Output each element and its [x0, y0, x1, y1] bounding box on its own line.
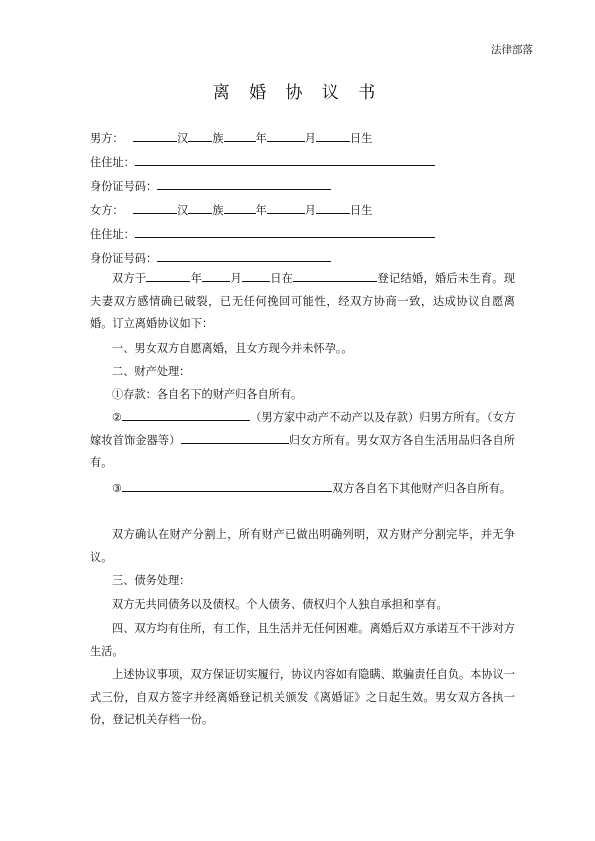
clause-4: 四、双方均有住所，有工作，且生活并无任何困难。离婚后双方承诺互不干涉对方生活。 [90, 622, 515, 658]
source-label: 法律部落 [491, 44, 533, 56]
male-nian: 年 [255, 132, 267, 145]
clause-2-heading: 二、财产处理： [112, 365, 191, 378]
property-item-3 [90, 478, 515, 501]
male-address-line [90, 154, 435, 170]
female-id-line [90, 250, 331, 266]
marriage-month-blank[interactable] [202, 270, 230, 282]
female-han: 汉 [177, 204, 189, 217]
property-item-2 [90, 407, 515, 475]
female-id-blank[interactable] [157, 250, 331, 262]
male-sheng: 日生 [349, 132, 373, 145]
female-address-line [90, 226, 435, 242]
female-nian: 年 [255, 204, 267, 217]
item-2-mark: ② [112, 411, 123, 424]
male-day-blank[interactable] [316, 130, 350, 142]
female-address-blank[interactable] [135, 226, 435, 238]
item-2-text-a: （男方家中动产不动产以及存款）归男方所有。（女方嫁妆首饰金器等） [90, 411, 516, 447]
male-id-line [90, 178, 331, 194]
male-address-blank[interactable] [135, 154, 435, 166]
female-ethnic-blank[interactable] [188, 202, 212, 214]
female-name-blank[interactable] [133, 202, 177, 214]
marriage-place-blank[interactable] [293, 270, 377, 282]
confirm-paragraph: 双方确认在财产分割上，所有财产已做出明确列明，双方财产分割完毕，并无争议。 [90, 528, 515, 564]
male-year-blank[interactable] [224, 130, 256, 142]
clause-1: 一、男女双方自愿离婚，且女方现今并未怀孕。。 [112, 342, 353, 355]
female-address-label: 住住址： [90, 228, 135, 241]
female-year-blank[interactable] [224, 202, 256, 214]
item-2-text-b: 归女方所有。男女双方各自生活用品归各自所有。 [90, 433, 515, 469]
item-3-text: 双方各自名下其他财产归各自所有。 [332, 482, 512, 495]
male-han: 汉 [177, 132, 189, 145]
item-3-blank[interactable] [122, 480, 332, 492]
marriage-text-2: 年 [190, 272, 203, 285]
female-zu: 族 [212, 204, 224, 217]
male-id-label: 身份证号码： [90, 180, 158, 193]
male-id-blank[interactable] [157, 178, 331, 190]
female-info-line [90, 202, 372, 218]
female-label: 女方： [90, 204, 124, 217]
male-yue: 月 [304, 132, 316, 145]
male-info-line [90, 130, 372, 146]
item-2-male-blank[interactable] [122, 409, 250, 421]
female-id-label: 身份证号码： [90, 252, 158, 265]
female-sheng: 日生 [349, 204, 373, 217]
closing-paragraph: 上述协议事项，双方保证切实履行，协议内容如有隐瞒、欺骗责任自负。本协议一式三份，自双方签字并经离婚登记机关颁发《离婚证》之日起生效。男女双方各执一份，登记机关存档一份。 [90, 668, 515, 726]
marriage-text-4: 日在 [270, 272, 294, 285]
male-month-blank[interactable] [267, 130, 305, 142]
marriage-text-3: 月 [230, 272, 242, 285]
marriage-text-5: 登记结婚，婚后未生育。现夫妻双方感情确已破裂，已无任何挽回可能性，经双方协商一致，达成协议自愿离婚。订立离婚协议如下： [90, 272, 515, 330]
property-item-1: ①存款：各自名下的财产归各自所有。 [112, 388, 303, 401]
male-address-label: 住住址： [90, 156, 135, 169]
male-label: 男方： [90, 132, 124, 145]
clause-3-heading: 三、债务处理： [112, 574, 191, 587]
male-name-blank[interactable] [133, 130, 177, 142]
female-month-blank[interactable] [267, 202, 305, 214]
marriage-day-blank[interactable] [242, 270, 270, 282]
item-3-mark: ③ [112, 482, 123, 495]
female-day-blank[interactable] [316, 202, 350, 214]
document-title: 离 婚 协 议 书 [212, 83, 383, 103]
female-yue: 月 [304, 204, 316, 217]
male-zu: 族 [212, 132, 224, 145]
male-ethnic-blank[interactable] [188, 130, 212, 142]
debt-paragraph: 双方无共同债务以及债权。个人债务、债权归个人独自承担和享有。 [112, 598, 448, 611]
item-2-female-blank[interactable] [181, 432, 289, 444]
marriage-year-blank[interactable] [146, 270, 190, 282]
marriage-paragraph [90, 268, 515, 336]
marriage-text-1: 双方于 [112, 272, 147, 285]
